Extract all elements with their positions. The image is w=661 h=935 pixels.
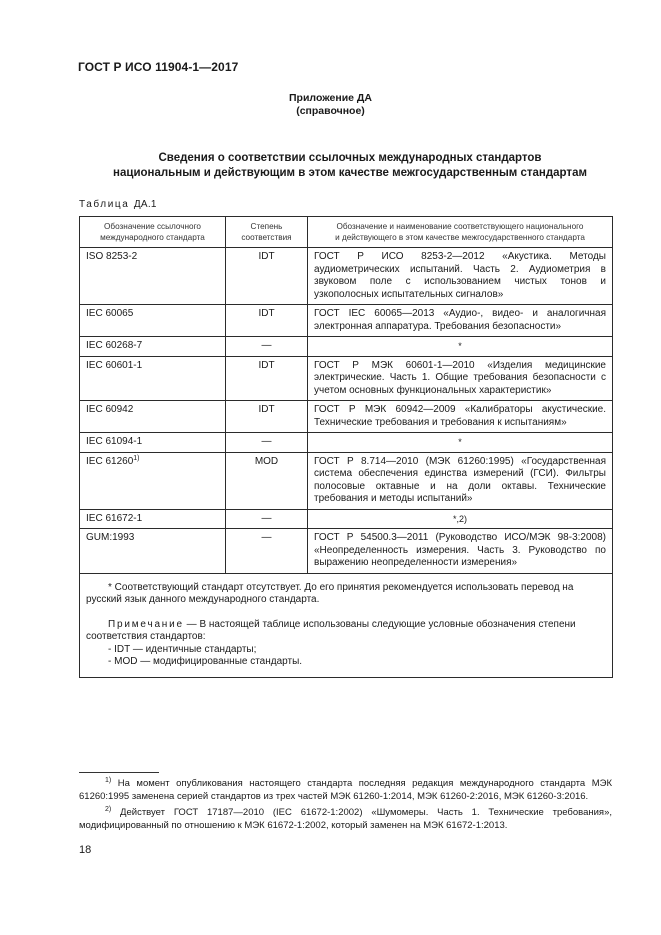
section-title-line2: национальным и действующим в этом качестве межгосударственным стандартам (113, 166, 587, 179)
note-paragraph (86, 619, 606, 644)
cell-international: GUM:1993 (80, 529, 226, 574)
table-notes-row (80, 573, 613, 677)
table-row (80, 433, 613, 453)
annex-heading (0, 92, 661, 118)
table-label (79, 199, 157, 210)
cell-international: IEC 60268-7 (80, 337, 226, 357)
cell-national: ГОСТ Р 54500.3—2011 (Руководство ИСО/МЭК 98-3:2008) «Неопределенность измерения. Часть 3. Руководство по выражению неопределенности измерения» (308, 529, 613, 574)
cell-degree: IDT (226, 401, 308, 433)
cell-international: IEC 60942 (80, 401, 226, 433)
table-row (80, 305, 613, 337)
cell-national: * (308, 433, 613, 453)
cell-national: ГОСТ IEC 60065—2013 «Аудио-, видео- и аналогичная электронная аппаратура. Требования безопасности» (308, 305, 613, 337)
cell-national: ГОСТ Р МЭК 60601-1—2010 «Изделия медицинские электрические. Часть 1. Общие требования безопасности с учетом основных функциональных характеристик» (308, 356, 613, 401)
cell-national: * (308, 337, 613, 357)
cell-international: IEC 61260$^{1)}$ (80, 452, 226, 509)
table-notes (80, 573, 613, 677)
cell-national: ГОСТ Р ИСО 8253-2—2012 «Акустика. Методы аудиометрических испытаний. Часть 2. Аудиометрия в звуковом поле с использованием чистых тонов и узкополосных испытательных сигналов» (308, 248, 613, 305)
table-row (80, 452, 613, 509)
cell-degree: — (226, 337, 308, 357)
page-number: 18 (79, 844, 92, 856)
table-header-row (80, 217, 613, 248)
footnote-divider (79, 772, 159, 773)
note-word: Примечание (108, 618, 184, 630)
footnotes (79, 778, 612, 836)
annex-title: Приложение ДА (289, 92, 372, 104)
document-header: ГОСТ Р ИСО 11904-1—2017 (78, 60, 239, 74)
annex-kind: (справочное) (296, 105, 365, 117)
cell-degree: — (226, 433, 308, 453)
cell-international: IEC 61094-1 (80, 433, 226, 453)
note-item-mod: - MOD — модифицированные стандарты. (108, 656, 303, 667)
note-item-idt: - IDT — идентичные стандарты; (108, 643, 257, 655)
section-title-line1: Сведения о соответствии ссылочных международных стандартов (158, 152, 542, 164)
cell-international: IEC 60065 (80, 305, 226, 337)
table-row (80, 356, 613, 401)
footnote-mark: 2) (105, 806, 112, 813)
table-row (80, 401, 613, 433)
cell-international: IEC 61672-1 (80, 509, 226, 529)
footnote-ref: 1) (133, 454, 140, 462)
footnote-mark: 1) (105, 777, 112, 784)
cell-degree: IDT (226, 248, 308, 305)
table-row (80, 337, 613, 357)
cell-national: ГОСТ Р 8.714—2010 (МЭК 61260:1995) «Государственная система обеспечения единства измерений (ГСИ). Фильтры полосовые октавные и на доли октавы. Технические требования и методы испытаний» (308, 452, 613, 509)
section-title (60, 151, 640, 180)
note-text: — В настоящей таблице использованы следующие условные обозначения степени соответствия стандартов: (86, 618, 576, 642)
cell-degree: — (226, 529, 308, 574)
cell-international: IEC 60601-1 (80, 356, 226, 401)
footnote-1: $^{1)}$ На момент опубликования настоящего стандарта последняя редакция международного стандарта МЭК 61260:1995 заменена серией стандартов из трех частей МЭК 61260-1:2014, МЭК 61260-2:2016, МЭК 61260-3:2016. (79, 777, 612, 802)
cell-national: ГОСТ Р МЭК 60942—2009 «Калибраторы акустические. Технические требования и требования к испытаниям» (308, 401, 613, 433)
cell-degree: IDT (226, 356, 308, 401)
cell-national: *,2) (308, 509, 613, 529)
table-row (80, 509, 613, 529)
cell-degree: IDT (226, 305, 308, 337)
table-label-word: Таблица (79, 199, 130, 210)
cell-degree: — (226, 509, 308, 529)
correspondence-table (79, 216, 613, 678)
cell-degree: MOD (226, 452, 308, 509)
column-header-international: Обозначение ссылочного международного стандарта (80, 217, 226, 248)
asterisk-note: * Соответствующий стандарт отсутствует. До его принятия рекомендуется использовать перевод на русский язык данного международного стандарта. (86, 581, 574, 605)
table-row (80, 529, 613, 574)
column-header-national: Обозначение и наименование соответствующего национального и действующего в этом качестве межгосударственного стандарта (308, 217, 613, 248)
footnote-2: $^{2)}$ Действует ГОСТ 17187—2010 (IEC 61672-1:2002) «Шумомеры. Часть 1. Технические требования», модифицированный по отношению к МЭК 61672-1:2002, который заменен на МЭК 61672-1:2013. (79, 806, 612, 831)
table-row (80, 248, 613, 305)
column-header-degree: Степень соответствия (226, 217, 308, 248)
cell-international: ISO 8253-2 (80, 248, 226, 305)
table-label-number: ДА.1 (133, 199, 157, 210)
